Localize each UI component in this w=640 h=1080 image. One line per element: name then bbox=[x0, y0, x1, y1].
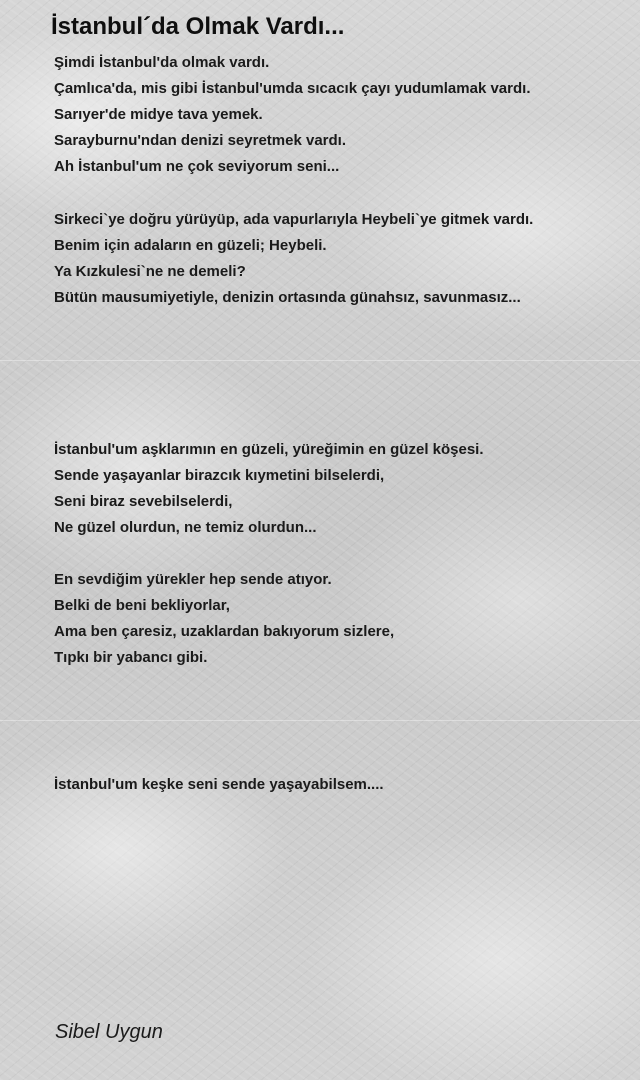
poem-line: Seni biraz sevebilselerdi, bbox=[54, 493, 233, 510]
poem-line: En sevdiğim yürekler hep sende atıyor. bbox=[54, 571, 332, 588]
poem-line: Ya Kızkulesi`ne ne demeli? bbox=[54, 263, 246, 280]
stanza-2 bbox=[54, 207, 533, 311]
poem-line: İstanbul'um keşke seni sende yaşayabilsem.... bbox=[54, 776, 384, 793]
poem-line: Ne güzel olurdun, ne temiz olurdun... bbox=[54, 519, 317, 536]
poem-line: Sarıyer'de midye tava yemek. bbox=[54, 106, 263, 123]
poem-line: İstanbul'um aşklarımın en güzeli, yüreğimin en güzel köşesi. bbox=[54, 441, 484, 458]
poem-line: Ama ben çaresiz, uzaklardan bakıyorum sizlere, bbox=[54, 623, 395, 640]
poem-line: Şimdi İstanbul'da olmak vardı. bbox=[54, 54, 270, 71]
poem-title: İstanbul´da Olmak Vardı... bbox=[51, 13, 345, 40]
poem-line: Ah İstanbul'um ne çok seviyorum seni... bbox=[54, 158, 340, 175]
poem-line: Tıpkı bir yabancı gibi. bbox=[54, 649, 208, 666]
author-name: Sibel Uygun bbox=[55, 1021, 163, 1043]
poem-line: Sirkeci`ye doğru yürüyüp, ada vapurlarıyla Heybeli`ye gitmek vardı. bbox=[54, 211, 534, 228]
stanza-5 bbox=[54, 772, 384, 798]
poem-line: Sende yaşayanlar birazcık kıymetini bilselerdi, bbox=[54, 467, 385, 484]
poem-line: Sarayburnu'ndan denizi seyretmek vardı. bbox=[54, 132, 347, 149]
poem-line: Bütün mausumiyetiyle, denizin ortasında günahsız, savunmasız... bbox=[54, 289, 521, 306]
poem-line: Belki de beni bekliyorlar, bbox=[54, 597, 230, 614]
stanza-1 bbox=[54, 50, 530, 180]
poem-line: Çamlıca'da, mis gibi İstanbul'umda sıcacık çayı yudumlamak vardı. bbox=[54, 80, 531, 97]
stanza-4 bbox=[54, 567, 394, 671]
stanza-3 bbox=[54, 437, 484, 541]
poem-line: Benim için adaların en güzeli; Heybeli. bbox=[54, 237, 327, 254]
